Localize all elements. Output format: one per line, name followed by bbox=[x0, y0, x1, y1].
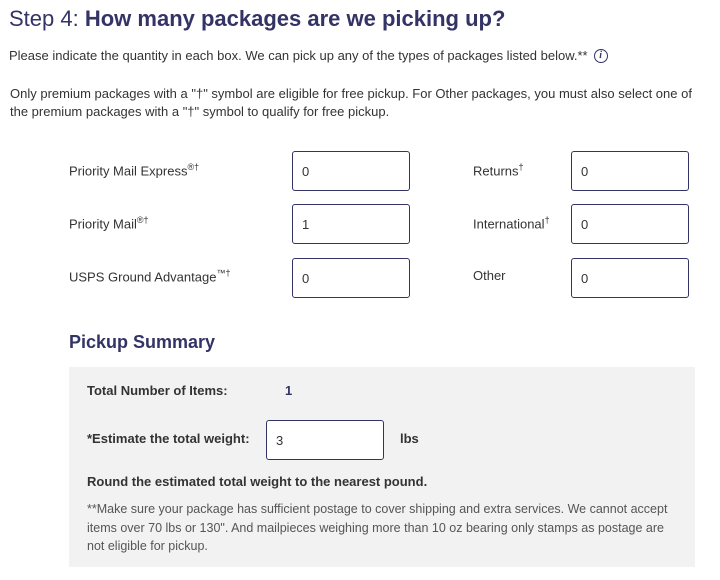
other-quantity-input[interactable] bbox=[571, 258, 689, 298]
step-prefix: Step 4: bbox=[9, 6, 79, 31]
other-label: Other bbox=[473, 268, 506, 283]
total-items-value: 1 bbox=[285, 383, 293, 398]
pickup-summary-panel bbox=[69, 367, 695, 567]
ground-advantage-label: USPS Ground Advantage™† bbox=[69, 268, 231, 285]
estimated-weight-input[interactable] bbox=[266, 420, 384, 460]
priority-mail-quantity-input[interactable] bbox=[292, 204, 410, 244]
ground-advantage-quantity-input[interactable] bbox=[292, 258, 410, 298]
info-icon[interactable]: i bbox=[594, 49, 608, 63]
page-title bbox=[9, 6, 505, 32]
ground-advantage-mark: ™† bbox=[216, 268, 231, 278]
instructions bbox=[9, 48, 608, 63]
weight-unit: lbs bbox=[400, 431, 419, 446]
premium-note: Only premium packages with a "†" symbol are eligible for free pickup. For Other packages, you must also select one of the premium packages with a "†" symbol to qualify for free pickup. bbox=[10, 86, 692, 119]
returns-quantity-input[interactable] bbox=[571, 151, 689, 191]
priority-mail-label: Priority Mail®† bbox=[69, 215, 149, 232]
priority-mail-express-mark: ®† bbox=[187, 162, 200, 172]
total-items-label: Total Number of Items: bbox=[87, 383, 228, 398]
round-weight-note: Round the estimated total weight to the nearest pound. bbox=[87, 474, 428, 489]
international-mark: † bbox=[544, 215, 550, 225]
returns-label: Returns† bbox=[473, 162, 524, 179]
international-label: International† bbox=[473, 215, 550, 232]
returns-mark: † bbox=[518, 162, 524, 172]
priority-mail-express-quantity-input[interactable] bbox=[292, 151, 410, 191]
international-quantity-input[interactable] bbox=[571, 204, 689, 244]
priority-mail-mark: ®† bbox=[136, 215, 149, 225]
pickup-summary-title: Pickup Summary bbox=[69, 332, 216, 352]
postage-disclaimer: **Make sure your package has sufficient postage to cover shipping and extra services. We cannot accept items over 70 lbs or 130". And mailpieces weighing more than 10 oz bearing only stamps as postage are not eligible for pickup. bbox=[87, 502, 668, 553]
step-question: How many packages are we picking up? bbox=[84, 6, 506, 31]
instructions-text: Please indicate the quantity in each box. We can pick up any of the types of packages listed below.** bbox=[9, 48, 588, 63]
priority-mail-express-label: Priority Mail Express®† bbox=[69, 162, 200, 179]
estimate-weight-label: *Estimate the total weight: bbox=[87, 431, 250, 446]
